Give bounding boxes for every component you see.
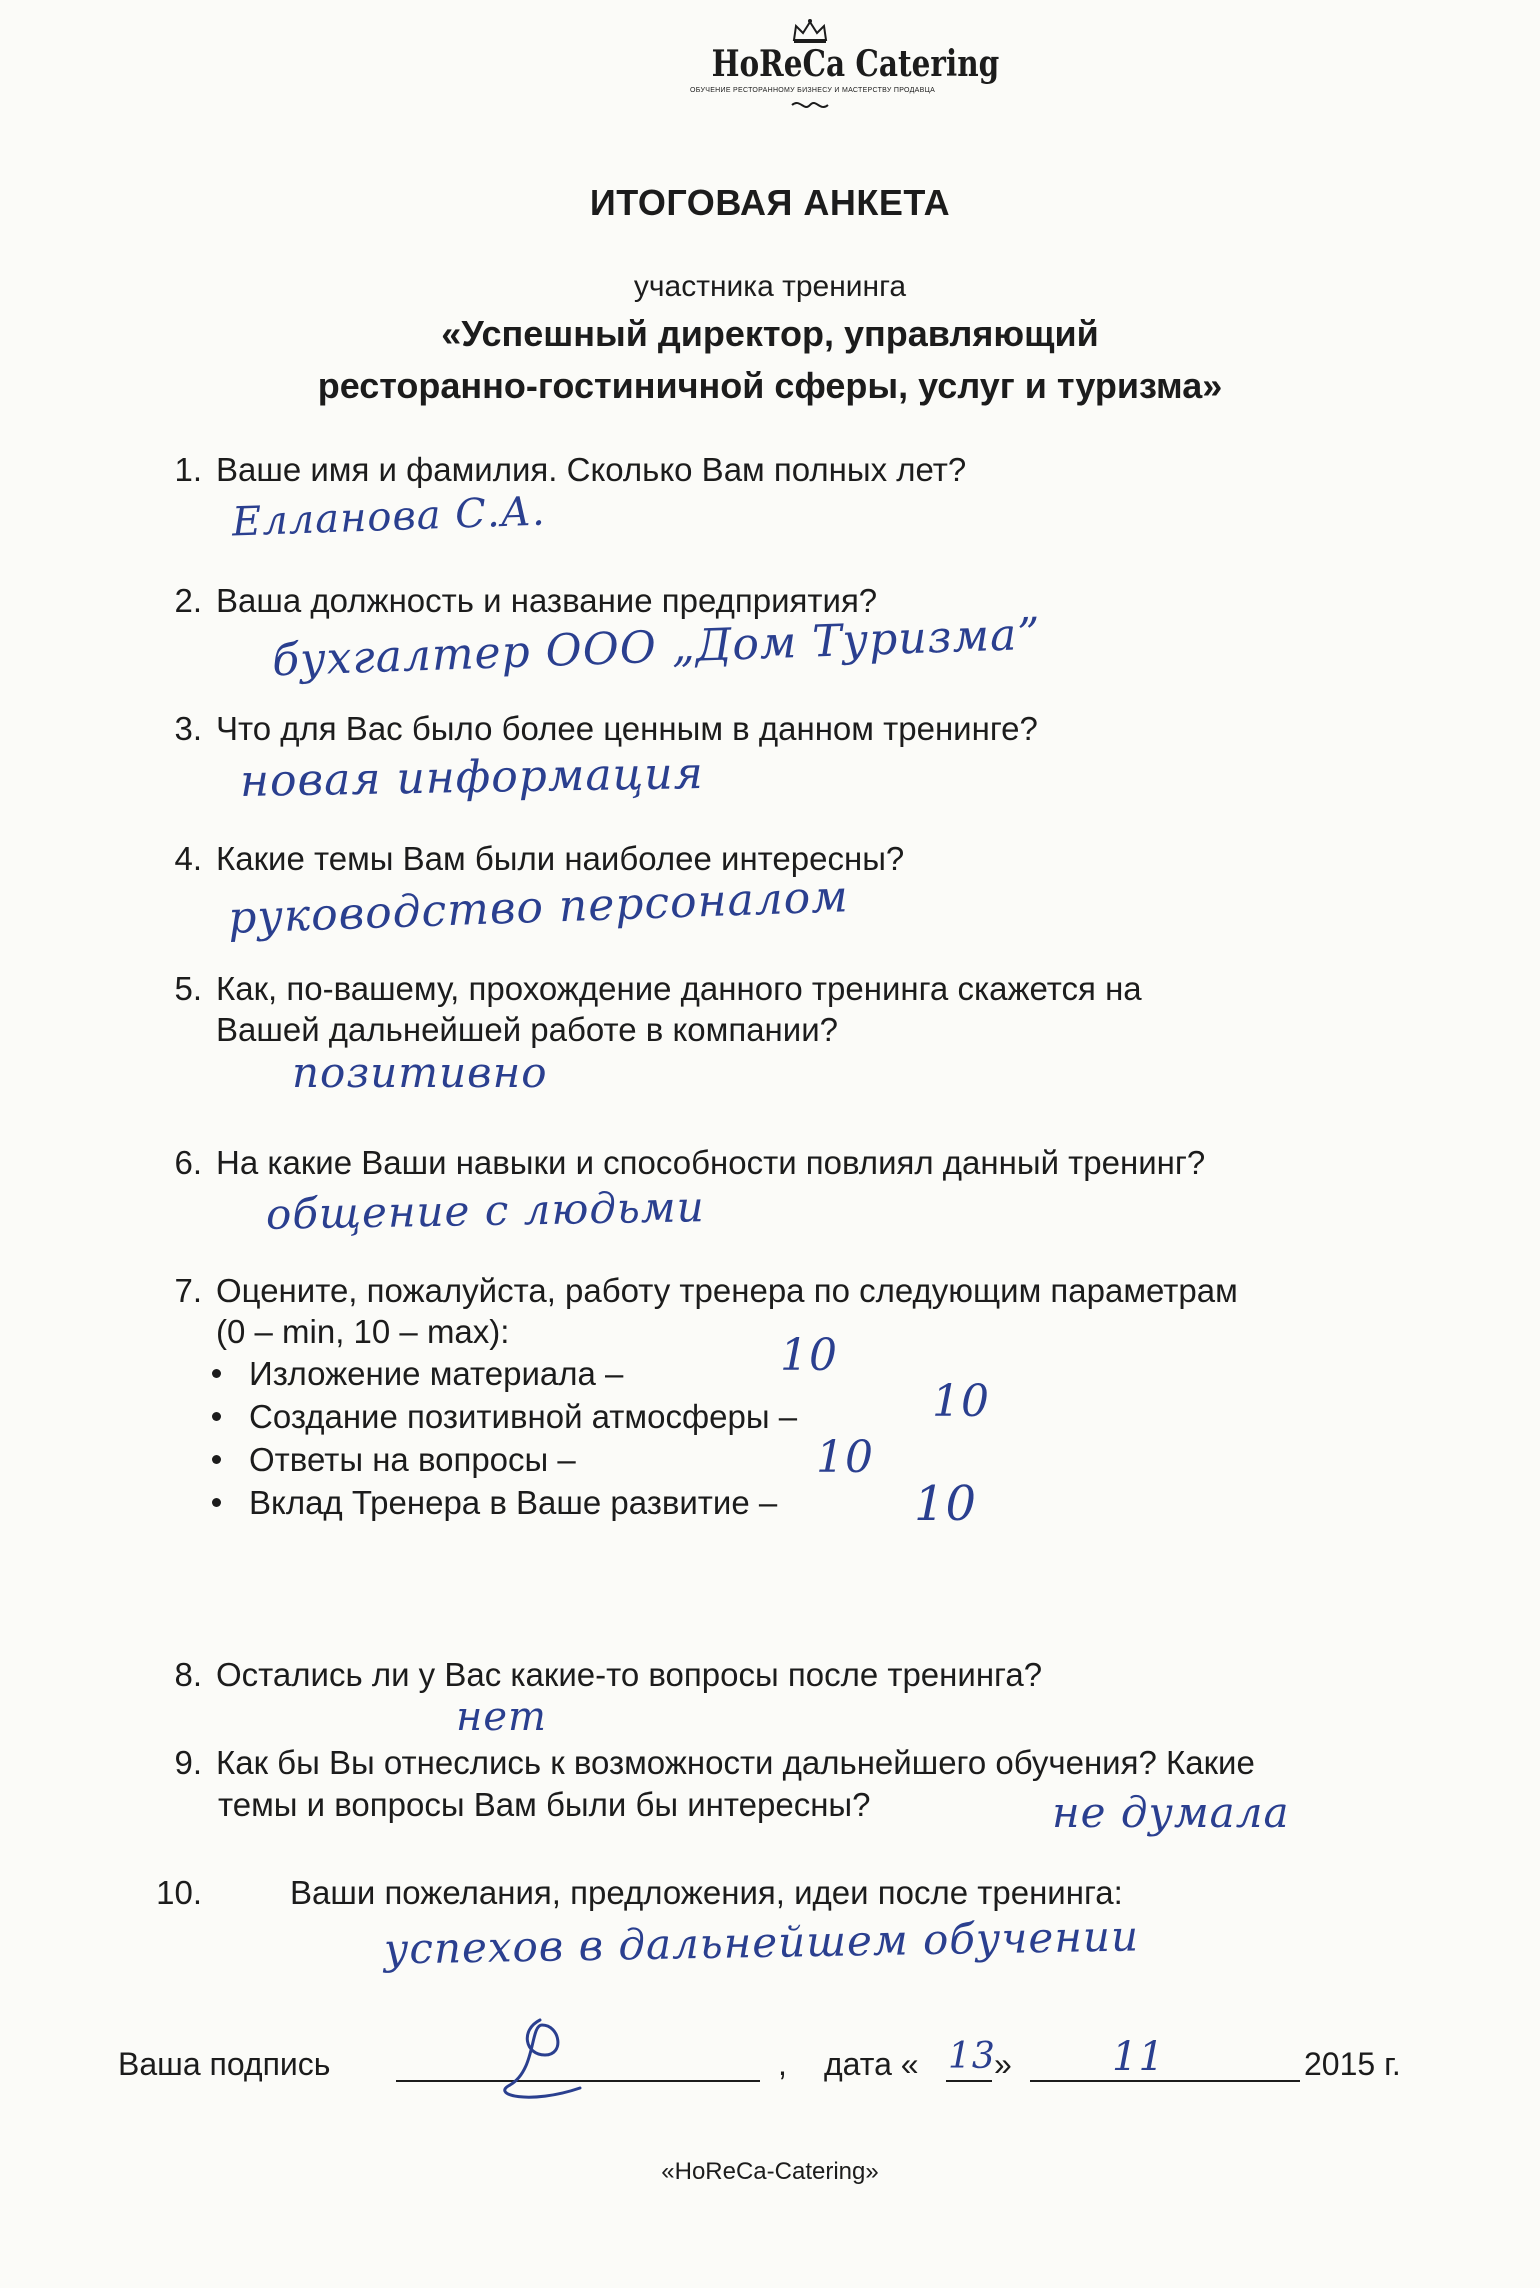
question-number: 9. — [174, 1744, 202, 1781]
bullet-icon — [212, 1369, 221, 1378]
question-text: Ваши пожелания, предложения, идеи после тренинга: — [290, 1874, 1123, 1911]
answer-3: новая информация — [239, 747, 705, 808]
question-text: Остались ли у Вас какие-то вопросы после тренинга? — [216, 1656, 1043, 1693]
question-text: На какие Ваши навыки и способности повлиял данный тренинг? — [216, 1144, 1206, 1181]
rating-item — [212, 1481, 797, 1524]
question-number: 5. — [174, 970, 202, 1007]
course-title-line-1: «Успешный директор, управляющий — [441, 313, 1099, 354]
ornament-icon — [790, 98, 830, 112]
answer-10: успехов в дальнейшем обучении — [383, 1911, 1140, 1974]
answer-1: Елланова С.А. — [231, 488, 547, 546]
answer-5: позитивно — [292, 1048, 548, 1097]
question-text: Ваша должность и название предприятия? — [216, 582, 878, 619]
month-line — [1030, 2080, 1300, 2082]
rating-item — [212, 1352, 797, 1395]
date-day: 13 — [948, 2036, 996, 2077]
rating-label: Создание позитивной атмосферы – — [249, 1398, 798, 1435]
question-5-continued: Вашей дальнейшей работе в компании? — [216, 1011, 839, 1048]
answer-4: руководство персоналом — [227, 871, 850, 944]
signature-row — [118, 2046, 330, 2083]
question-text: Какие темы Вам были наиболее интересны? — [216, 840, 905, 877]
handwritten-signature — [470, 2010, 620, 2110]
answer-2: бухгалтер ООО „Дом Туризма” — [271, 608, 1042, 687]
rating-score-1: 10 — [780, 1330, 838, 1381]
rating-score-2: 10 — [932, 1376, 990, 1427]
day-line — [946, 2080, 992, 2082]
question-number: 4. — [174, 840, 202, 877]
question-number: 10. — [156, 1874, 202, 1911]
course-title-line-2: ресторанно-гостиничной сферы, услуг и туризма» — [317, 365, 1223, 406]
question-7 — [150, 1270, 1238, 1312]
rating-item — [212, 1438, 797, 1481]
question-text: Оцените, пожалуйста, работу тренера по следующим параметрам — [216, 1272, 1238, 1309]
question-8 — [150, 1654, 1042, 1696]
rating-label: Ответы на вопросы – — [249, 1441, 576, 1478]
question-number: 3. — [174, 710, 202, 747]
page-title: ИТОГОВАЯ АНКЕТА — [589, 182, 951, 223]
question-10 — [150, 1872, 1123, 1914]
date-close: » — [994, 2046, 1012, 2082]
logo-tagline: ОБУЧЕНИЕ РЕСТОРАННОМУ БИЗНЕСУ И МАСТЕРСТВУ ПРОДАВЦА — [690, 87, 936, 94]
question-9 — [150, 1742, 1255, 1784]
footer-brand: «HoReCa-Catering» — [661, 2158, 879, 2185]
crown-icon — [790, 18, 830, 44]
question-5 — [150, 968, 1142, 1010]
bullet-icon — [212, 1412, 221, 1421]
date-label: дата « — [824, 2046, 919, 2082]
question-text: Как бы Вы отнеслись к возможности дальнейшего обучения? Какие — [216, 1744, 1255, 1781]
rating-score-3: 10 — [816, 1432, 874, 1483]
question-text: Ваше имя и фамилия. Сколько Вам полных лет? — [216, 451, 967, 488]
question-9-continued: темы и вопросы Вам были бы интересны? — [218, 1786, 871, 1823]
question-7-continued: (0 – min, 10 – max): — [216, 1313, 510, 1350]
rating-list — [212, 1352, 797, 1524]
question-6 — [150, 1142, 1205, 1184]
course-title — [0, 308, 1540, 412]
horeca-logo — [690, 18, 1000, 112]
answer-9: не думала — [1052, 1788, 1290, 1837]
question-1 — [150, 449, 966, 491]
logo-name: HoReCa Catering — [711, 43, 1000, 85]
answer-6: общение с людьми — [265, 1182, 706, 1239]
date-year: 2015 г. — [1304, 2046, 1401, 2082]
page-subtitle: участника тренинга — [633, 270, 907, 303]
signature-comma: , — [778, 2046, 787, 2082]
bullet-icon — [212, 1455, 221, 1464]
question-3 — [150, 708, 1038, 750]
bullet-icon — [212, 1498, 221, 1507]
question-2 — [150, 580, 877, 622]
signature-label: Ваша подпись — [118, 2046, 331, 2082]
question-text: Как, по-вашему, прохождение данного тренинга скажется на — [216, 970, 1142, 1007]
date-month: 11 — [1112, 2034, 1165, 2080]
question-number: 6. — [174, 1144, 202, 1181]
rating-label: Изложение материала – — [249, 1355, 624, 1392]
rating-item — [212, 1395, 797, 1438]
answer-8: нет — [456, 1694, 547, 1740]
question-number: 8. — [174, 1656, 202, 1693]
rating-label: Вклад Тренера в Ваше развитие – — [249, 1484, 778, 1521]
rating-score-4: 10 — [914, 1476, 978, 1532]
question-number: 1. — [174, 451, 202, 488]
question-text: Что для Вас было более ценным в данном тренинге? — [216, 710, 1038, 747]
question-number: 2. — [174, 582, 202, 619]
question-number: 7. — [174, 1272, 202, 1309]
